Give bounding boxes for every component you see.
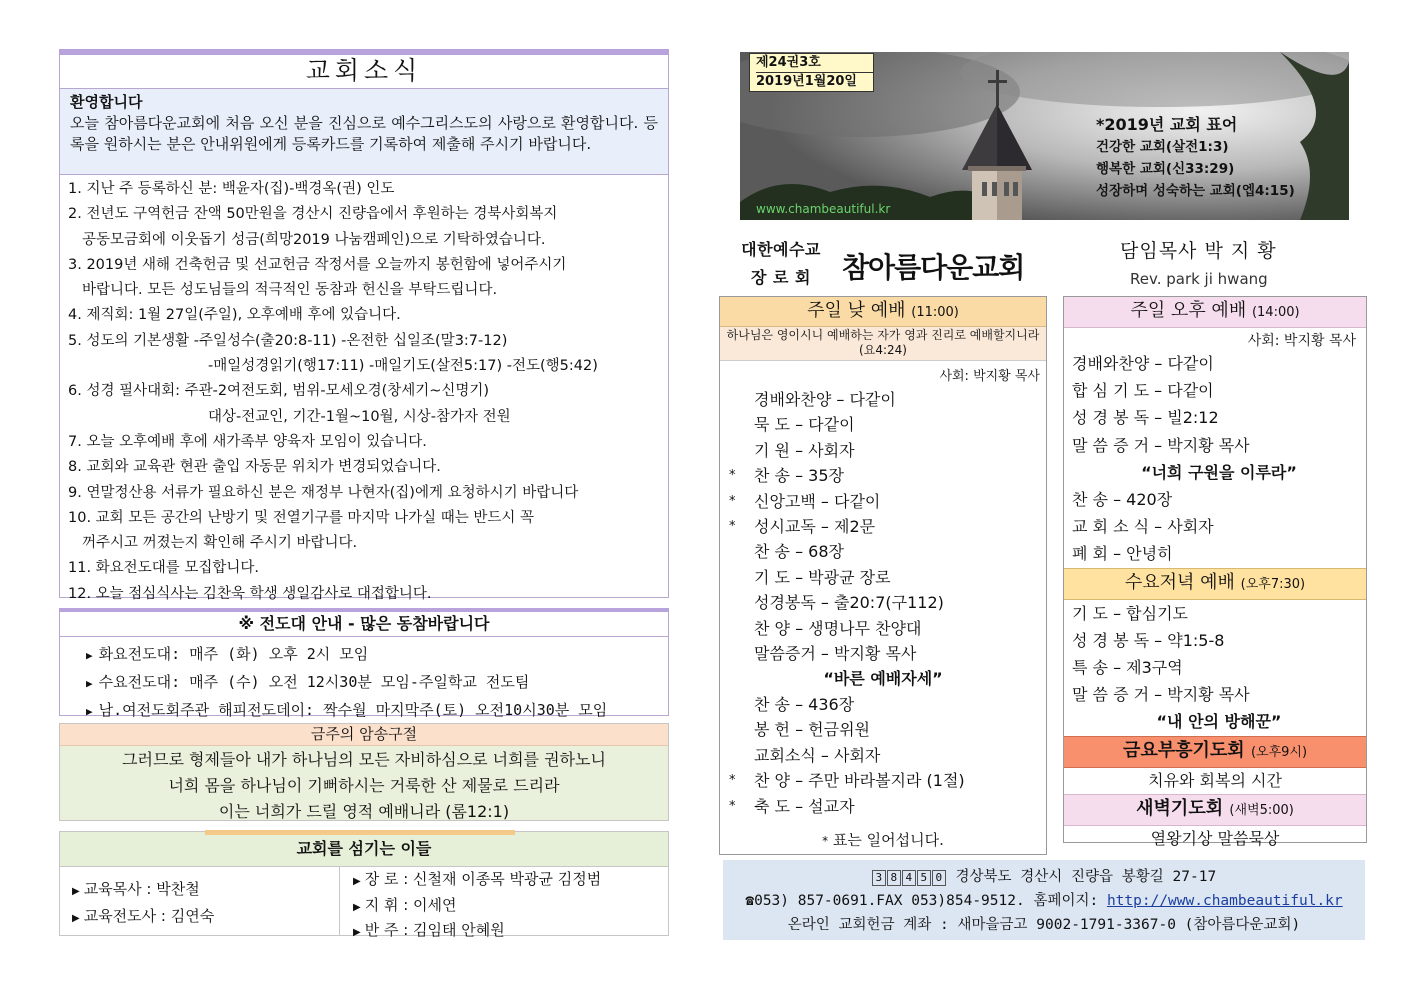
- presider: 사회: 박지황 목사: [939, 369, 1040, 384]
- afternoon-order: [1064, 350, 1366, 568]
- evangelism-item-text: 화요전도대: 매주 (화) 오후 2시 모임: [98, 645, 369, 663]
- news-item-line: 대상-전교인, 기간-1월~10월, 시상-참가자 전원: [208, 408, 511, 425]
- order-of-worship: [720, 385, 1046, 819]
- verse-title: 금주의 암송구절: [60, 724, 668, 746]
- worship-item: [720, 641, 1046, 666]
- weekly-services: [1063, 296, 1367, 848]
- servant-text: 지 휘 : 이세연: [364, 895, 457, 914]
- zip-digit: 4: [902, 870, 916, 886]
- account-line: 온라인 교회헌금 계좌 : 새마을금고 9002-1791-3367-0 (참아름다운교회): [787, 917, 1301, 933]
- worship-item-text: 봉 헌 – 헌금위원: [754, 720, 870, 740]
- news-item-line: 바랍니다. 모든 성도님들의 적극적인 동참과 헌신을 부탁드립니다.: [82, 282, 498, 299]
- evangelism-item: [86, 641, 668, 669]
- asterisk-icon: *: [729, 493, 736, 509]
- worship-item: [720, 514, 1046, 539]
- worship-item-text: 축 도 – 설교자: [754, 796, 855, 816]
- standing-note-text: 표는 일어섭니다.: [828, 830, 944, 849]
- servants-box: [59, 831, 669, 939]
- motto-title: *2019년 교회 표어: [1096, 115, 1238, 134]
- dawn-title: [1064, 794, 1366, 826]
- triangle-bullet-icon: ▶: [353, 927, 361, 938]
- worship-item: [720, 590, 1046, 615]
- news-item-line: 3. 2019년 새해 건축헌금 및 선교헌금 작정서를 오늘까지 봉헌함에 넣어주시기: [68, 256, 567, 273]
- welcome-body: 오늘 참아름다운교회에 처음 오신 분을 진심으로 예수그리스도의 사랑으로 환영합니다. 등록을 원하시는 분은 안내위원에게 등록카드를 기록하여 제출해 주시기 바랍니다.: [70, 114, 658, 153]
- worship-item-text: 교회소식 – 사회자: [754, 745, 881, 765]
- news-item-line: 꺼주시고 꺼졌는지 확인해 주시기 바랍니다.: [82, 535, 358, 552]
- worship-item: 기 도 – 합심기도: [1072, 603, 1188, 623]
- news-item-line: -매일성경읽기(행17:11) -매일기도(살전5:17) -전도(행5:42): [208, 358, 598, 375]
- issue-label: [749, 53, 874, 92]
- evangelism-item: [86, 669, 668, 697]
- news-item: [68, 481, 660, 506]
- service-time: (오후7:30): [1240, 576, 1306, 592]
- verse-line: 그러므로 형제들아 내가 하나님의 모든 자비하심으로 너희를 권하노니: [122, 750, 606, 769]
- triangle-bullet-icon: ▶: [72, 913, 80, 924]
- worship-item: [720, 387, 1046, 412]
- zip-digit: 0: [932, 870, 946, 886]
- phone-line: [723, 889, 1365, 913]
- worship-item: [720, 768, 1046, 793]
- zip-digit: 5: [917, 870, 931, 886]
- wednesday-title: [1064, 568, 1366, 600]
- worship-item: 말 씀 증 거 – 박지황 목사: [1072, 435, 1250, 455]
- news-item: [68, 582, 660, 607]
- servant-text: 교육전도사 : 김연숙: [83, 907, 215, 925]
- service-name: 금요부흥기도회: [1122, 739, 1245, 761]
- asterisk-icon: *: [822, 833, 829, 848]
- worship-item-text: 묵 도 – 다같이: [754, 415, 855, 435]
- dawn-theme: 열왕기상 말씀묵상: [1150, 828, 1280, 848]
- worship-item-text: 신앙고백 – 다같이: [754, 491, 881, 511]
- worship-item-text: 성시교독 – 제2문: [754, 517, 876, 537]
- servant-text: 교육목사 : 박찬철: [83, 880, 200, 898]
- asterisk-icon: *: [729, 798, 736, 814]
- friday-title: [1064, 736, 1366, 768]
- news-item: [68, 556, 660, 581]
- news-item-line: 11. 화요전도대를 모집합니다.: [68, 560, 259, 577]
- triangle-bullet-icon: ▶: [353, 901, 361, 913]
- worship-item: [720, 794, 1046, 819]
- worship-item-text: 찬 송 – 68장: [754, 542, 844, 562]
- news-item: [68, 455, 660, 480]
- worship-item: 특 송 – 제3구역: [1072, 658, 1183, 678]
- servants-title: 교회를 섬기는 이들: [60, 832, 668, 867]
- service-time: (오후9시): [1250, 744, 1308, 760]
- worship-item-text: 경배와찬양 – 다같이: [754, 390, 896, 409]
- news-item: [68, 303, 660, 328]
- news-list: [60, 175, 668, 609]
- issue-number: 제24권3호: [756, 55, 821, 70]
- news-title: 교회소식: [60, 55, 668, 89]
- sermon-title: “내 안의 방해꾼”: [1156, 712, 1282, 732]
- news-item: [68, 430, 660, 455]
- standing-note: [720, 819, 1046, 850]
- triangle-bullet-icon: ▶: [353, 876, 361, 887]
- servants-left-column: [60, 867, 340, 936]
- triangle-bullet-icon: ▶: [86, 649, 93, 662]
- motto-line: 건강한 교회(살전1:3): [1096, 139, 1229, 155]
- worship-item-text: 찬 송 – 436장: [754, 694, 855, 714]
- verse-line: 이는 너희가 드릴 영적 예배니라 (롬12:1): [218, 802, 510, 821]
- worship-item-text: 성경봉독 – 출20:7(구112): [754, 593, 944, 613]
- triangle-bullet-icon: ▶: [72, 886, 80, 897]
- news-item-line: 공동모금회에 이웃돕기 성금(희망2019 나눔캠페인)으로 기탁하였습니다.: [82, 231, 546, 248]
- service-name: 주일 낮 예배: [807, 300, 906, 321]
- header-image: [740, 52, 1349, 220]
- servants-right-column: [341, 867, 669, 939]
- issue-date: 2019년1월20일: [756, 72, 873, 91]
- church-motto: [1096, 114, 1295, 202]
- friday-theme: 치유와 회복의 시간: [1148, 770, 1282, 790]
- evangelism-item-text: 남.여전도회주관 해피전도데이: 짝수월 마지막주(토) 오전10시30분 모임: [98, 701, 608, 719]
- news-item: [68, 177, 660, 202]
- worship-item-text: 말씀증거 – 박지황 목사: [754, 644, 917, 664]
- worship-item-text: 찬 양 – 주만 바라볼지라 (1절): [754, 771, 965, 791]
- worship-item: 합 심 기 도 – 다같이: [1072, 381, 1214, 401]
- service-name: 주일 오후 예배: [1130, 300, 1247, 321]
- servant-text: 장 로 : 신철재 이종목 박광균 김정범: [364, 870, 602, 888]
- worship-item: [720, 717, 1046, 742]
- news-item-line: 7. 오늘 오후예배 후에 새가족부 양육자 모임이 있습니다.: [68, 433, 427, 450]
- service-name: 새벽기도회: [1136, 797, 1224, 819]
- memory-verse-box: [59, 723, 669, 821]
- welcome-section: [60, 89, 668, 175]
- news-item: [68, 379, 660, 430]
- evangelism-item-text: 수요전도대: 매주 (수) 오전 12시30분 모임-주일학교 전도팀: [98, 673, 530, 691]
- worship-item: 말 씀 증 거 – 박지황 목사: [1072, 685, 1250, 705]
- evangelism-box: [59, 608, 669, 719]
- worship-item: 성 경 봉 독 – 약1:5-8: [1072, 630, 1225, 650]
- news-item-line: 9. 연말정산용 서류가 필요하신 분은 재정부 나현자(집)에게 요청하시기 바랍니다: [68, 484, 579, 501]
- motto-line: 행복한 교회(신33:29): [1096, 161, 1235, 177]
- news-item-line: 6. 성경 필사대회: 주관-2여전도회, 범위-모세오경(창세기~신명기): [68, 383, 490, 400]
- homepage-link[interactable]: http://www.chambeautiful.kr: [1106, 893, 1343, 909]
- wednesday-order: [1064, 600, 1366, 736]
- motto-line: 성장하며 성숙하는 교회(엡4:15): [1096, 183, 1295, 199]
- church-news-box: [59, 49, 669, 602]
- servant-row: [353, 868, 669, 894]
- presider: 사회: 박지황 목사: [1247, 333, 1356, 349]
- worship-item: [720, 565, 1046, 590]
- phone-fax: ☎053) 857-0691.FAX 053)854-9512. 홈페이지:: [745, 893, 1107, 909]
- triangle-bullet-icon: ▶: [86, 677, 93, 690]
- worship-item: [720, 743, 1046, 768]
- verse-lines: [60, 746, 668, 825]
- website-watermark: www.chambeautiful.kr: [756, 202, 891, 216]
- news-item: [68, 506, 660, 557]
- zip-digit: 3: [872, 870, 886, 886]
- worship-scripture: 하나님은 영이시니 예배하는 자가 영과 진리로 예배할지니라(요4:24): [720, 327, 1046, 361]
- asterisk-icon: *: [729, 468, 736, 484]
- sermon-title: “너희 구원을 이루라”: [1141, 462, 1297, 482]
- news-item-line: 12. 오늘 점심식사는 김찬욱 학생 생일감사로 대접합니다.: [68, 585, 432, 602]
- servant-row: [353, 919, 669, 945]
- evangelism-item: [86, 697, 668, 725]
- news-item-line: 10. 교회 모든 공간의 난방기 및 전열기구를 마지막 나가실 때는 반드시 꼭: [68, 509, 534, 526]
- worship-item-text: “바른 예배자세”: [823, 669, 943, 689]
- verse-line: 너희 몸을 하나님이 기뻐하시는 거룩한 산 제물로 드리라: [168, 776, 560, 795]
- worship-item: 교 회 소 식 – 사회자: [1072, 517, 1214, 537]
- news-item: [68, 202, 660, 253]
- worship-item: [720, 489, 1046, 514]
- asterisk-icon: *: [729, 773, 736, 789]
- worship-item-text: 찬 송 – 35장: [754, 466, 844, 486]
- address: 경상북도 경산시 진량읍 봉황길 27-17: [946, 869, 1217, 885]
- servant-row: [72, 877, 339, 904]
- worship-item: [720, 438, 1046, 463]
- denomination-line: 장 로 회: [750, 268, 811, 287]
- welcome-heading: 환영합니다: [70, 93, 143, 111]
- worship-item: [720, 463, 1046, 488]
- address-line: [723, 865, 1365, 889]
- evangelism-title: ※ 전도대 안내 - 많은 동참바랍니다: [60, 612, 668, 637]
- worship-item: [720, 692, 1046, 717]
- sermon-title: [720, 666, 1046, 691]
- worship-item-text: 기 도 – 박광균 장로: [754, 567, 891, 587]
- worship-item-text: 기 원 – 사회자: [754, 440, 855, 460]
- servants-accent-bar: [205, 830, 515, 835]
- news-item-line: 5. 성도의 기본생활 -주일성수(출20:8-11) -온전한 십일조(말3:7-12): [68, 332, 508, 349]
- asterisk-icon: *: [729, 519, 736, 535]
- news-item: [68, 253, 660, 304]
- worship-item: [720, 412, 1046, 437]
- zip-code: [872, 869, 947, 885]
- news-item-line: 1. 지난 주 등록하신 분: 백윤자(집)-백경옥(권) 인도: [68, 181, 395, 197]
- worship-item: 성 경 봉 독 – 빌2:12: [1072, 408, 1219, 428]
- service-time: (14:00): [1251, 305, 1300, 320]
- servant-row: [72, 904, 339, 931]
- worship-item: [720, 539, 1046, 564]
- servant-row: [353, 894, 669, 920]
- denomination-line: 대한예수교: [741, 240, 821, 259]
- evangelism-list: [60, 637, 668, 725]
- news-item-line: 2. 전년도 구역헌금 잔액 50만원을 경산시 진량읍에서 후원하는 경북사회복지: [68, 206, 558, 223]
- worship-item-text: 찬 양 – 생명나무 찬양대: [754, 618, 922, 638]
- contact-footer: [723, 860, 1365, 940]
- news-item-line: 8. 교회와 교육관 현관 출입 자동문 위치가 변경되었습니다.: [68, 459, 441, 476]
- zip-digit: 8: [887, 870, 901, 886]
- servant-text: 반 주 : 김임태 안혜원: [364, 921, 505, 939]
- service-time: (새벽5:00): [1229, 802, 1294, 818]
- worship-item: [720, 616, 1046, 641]
- denomination: [733, 236, 829, 292]
- worship-item: 찬 송 – 420장: [1072, 490, 1173, 510]
- service-name: 수요저녁 예배: [1124, 571, 1235, 593]
- worship-item: 폐 회 – 안녕히: [1072, 544, 1173, 564]
- senior-pastor-english: Rev. park ji hwang: [1130, 270, 1268, 288]
- service-time: (11:00): [911, 305, 959, 320]
- senior-pastor: 담임목사 박 지 황: [1120, 240, 1277, 262]
- sunday-morning-title: [720, 297, 1046, 327]
- sunday-morning-worship: [719, 296, 1047, 855]
- church-name: 참아름다운교회: [842, 251, 1025, 284]
- sunday-afternoon-title: [1064, 297, 1366, 328]
- triangle-bullet-icon: ▶: [86, 705, 93, 718]
- worship-item: 경배와찬양 – 다같이: [1072, 354, 1214, 373]
- news-item-line: 4. 제직회: 1월 27일(주일), 오후예배 후에 있습니다.: [68, 307, 401, 324]
- news-item: [68, 329, 660, 380]
